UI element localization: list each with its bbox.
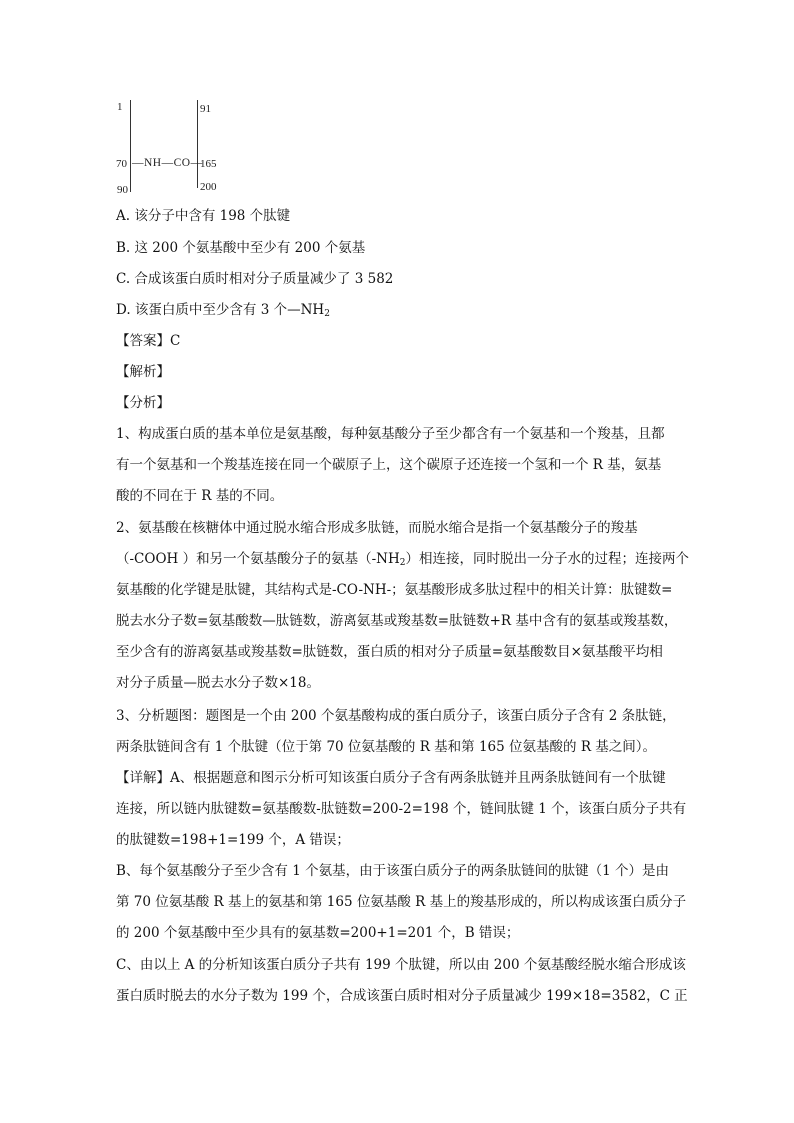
label-70: 70 <box>116 158 127 170</box>
option-c: C. 合成该蛋白质时相对分子质量减少了 3 582 <box>116 271 394 287</box>
p2-row-2-subscript: 2 <box>399 558 406 568</box>
answer-label: 【答案】C <box>116 333 181 349</box>
p2-row-2 <box>116 544 689 575</box>
option-a: A. 该分子中含有 198 个肽键 <box>116 208 291 224</box>
p2-row-1: 2、氨基酸在核糖体中通过脱水缩合形成多肽链，而脱水缩合是指一个氨基酸分子的羧基 <box>116 520 638 536</box>
chain-right-line <box>197 100 198 188</box>
p3-row-2: 两条肽链间含有 1 个肽键（位于第 70 位氨基酸的 R 基和第 165 位氨基酸的 R 基之间）。 <box>116 739 657 755</box>
label-91: 91 <box>200 103 211 115</box>
p2-row-4: 脱去水分子数=氨基酸数—肽链数，游离氨基或羧基数=肽链数+R 基中含有的氨基或羧基数， <box>116 613 678 629</box>
detail-row-1: 【详解】A、根据题意和图示分析可知该蛋白质分子含有两条肽链并且两条肽链间有一个肽键 <box>116 770 666 786</box>
chain-left-line <box>130 100 131 192</box>
pb-row-3: 的 200 个氨基酸中至少具有的氨基数=200+1=201 个，B 错误； <box>116 925 520 941</box>
pb-row-1: B、每个氨基酸分子至少含有 1 个氨基，由于该蛋白质分子的两条肽链间的肽键（1 个）是由 <box>116 863 669 879</box>
detail-paragraph-b <box>116 856 686 949</box>
label-1: 1 <box>117 101 123 113</box>
pb-row-2: 第 70 位氨基酸 R 基上的氨基和第 165 位氨基酸 R 基上的羧基形成的，所以构成该蛋白质分子 <box>116 894 687 910</box>
p2-row-2-a: （-COOH ）和另一个氨基酸分子的氨基（-NH <box>116 551 400 567</box>
option-d <box>116 302 330 322</box>
analysis-label: 【解析】 <box>116 364 170 380</box>
option-d-subscript: 2 <box>324 309 330 319</box>
option-d-text: D. 该蛋白质中至少含有 3 个—NH <box>116 302 325 318</box>
p3-row-1: 3、分析题图：题图是一个由 200 个氨基酸构成的蛋白质分子，该蛋白质分子含有 2 条肽链， <box>116 708 676 724</box>
detail-paragraph-c <box>116 950 686 1012</box>
pc-row-1: C、由以上 A 的分析知该蛋白质分子共有 199 个肽键，所以由 200 个氨基酸经脱水缩合形成该 <box>116 957 686 973</box>
fenxi-label: 【分析】 <box>116 395 170 411</box>
analysis-paragraph-2 <box>116 513 689 699</box>
detail-row-2: 连接，所以链内肽键数=氨基酸数-肽链数=200-2=198 个，链间肽键 1 个，该蛋白质分子共有 <box>116 801 687 817</box>
p2-row-3: 氨基酸的化学键是肽键，其结构式是-CO-NH-；氨基酸形成多肽过程中的相关计算：肽键数= <box>116 582 673 598</box>
peptide-bond-label: —NH—CO— <box>132 157 203 169</box>
p2-row-2-b: ）相连接，同时脱出一分子水的过程；连接两个 <box>405 551 689 567</box>
detail-row-3: 的肽键数=198+1=199 个，A 错误； <box>116 832 350 848</box>
p1-row-3: 酸的不同在于 R 基的不同。 <box>116 488 284 504</box>
pc-row-2: 蛋白质时脱去的水分子数为 199 个，合成该蛋白质时相对分子质量减少 199×18=3582，C 正 <box>116 988 688 1004</box>
p1-row-1: 1、构成蛋白质的基本单位是氨基酸，每种氨基酸分子至少都含有一个氨基和一个羧基，且都 <box>116 426 665 442</box>
label-165: 165 <box>200 158 217 170</box>
analysis-paragraph-3 <box>116 701 686 763</box>
p1-row-2: 有一个氨基和一个羧基连接在同一个碳原子上，这个碳原子还连接一个氢和一个 R 基，氨基 <box>116 457 662 473</box>
detail-paragraph-a <box>116 763 686 856</box>
p2-row-6: 对分子质量—脱去水分子数×18。 <box>116 675 320 691</box>
protein-structure-diagram <box>110 98 230 198</box>
label-90: 90 <box>117 184 128 196</box>
p2-row-5: 至少含有的游离氨基或羧基数=肽链数，蛋白质的相对分子质量=氨基酸数目×氨基酸平均相 <box>116 644 663 660</box>
analysis-paragraph-1 <box>116 419 686 512</box>
option-b: B. 这 200 个氨基酸中至少有 200 个氨基 <box>116 240 366 256</box>
label-200: 200 <box>200 181 217 193</box>
